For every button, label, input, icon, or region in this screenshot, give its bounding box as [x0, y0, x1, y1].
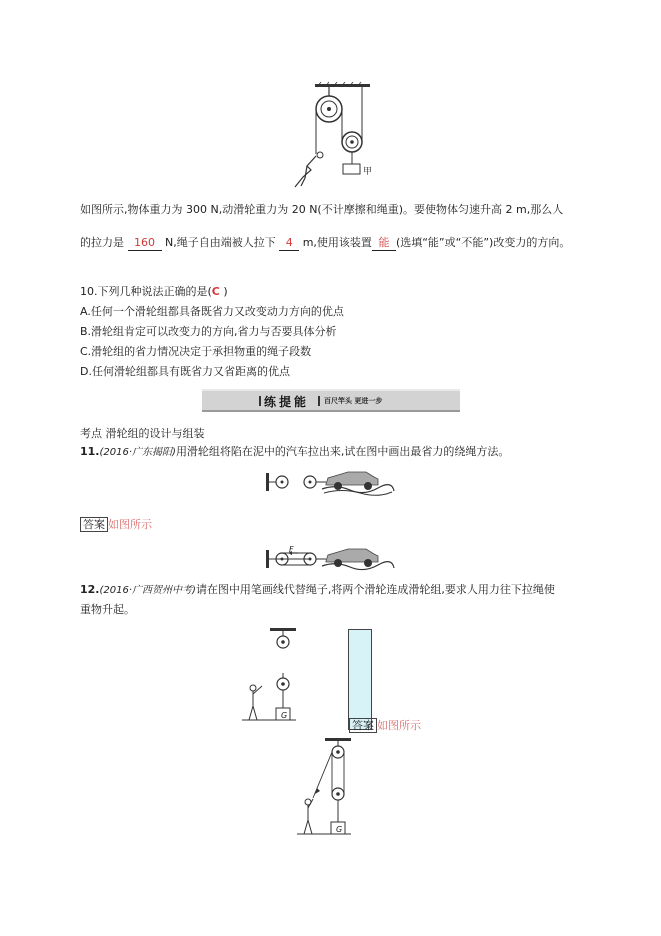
q12-source: (2016·广西贺州中考) [99, 585, 196, 596]
q12-answer-text: 如图所示 [377, 719, 421, 732]
weight-label-question: G [281, 711, 288, 720]
q12-answer-label: 答案 [349, 718, 377, 733]
q9-line2-mid2: m,使用该装置 [299, 236, 372, 249]
q12-answer-row [349, 714, 421, 733]
q12-number: 12. [80, 583, 100, 596]
pulley-question-figure [238, 628, 308, 724]
q10-stem-prefix: 10.下列几种说法正确的是( [80, 285, 212, 298]
q10-stem-suffix: ) [219, 285, 228, 298]
banner-title: 练提能 [264, 395, 310, 409]
banner-subtitle: 百尺竿头 更进一步 [324, 397, 383, 405]
q9-line2 [80, 236, 570, 251]
q9-blank-direction: 能 [372, 236, 396, 251]
q12-text-line1: 请在图中用笔画线代替绳子,将两个滑轮连成滑轮组,要求人用力往下拉绳使 [195, 583, 555, 596]
q11-stem [80, 445, 509, 460]
section-heading: 考点 滑轮组的设计与组装 [80, 427, 205, 440]
q11-source: (2016·广东揭阳) [99, 447, 176, 458]
weight-label-answer: G [336, 825, 343, 834]
q10-option-c: C.滑轮组的省力情况决定于承担物重的绳子段数 [80, 345, 312, 358]
q9-line1: 如图所示,物体重力为 300 N,动滑轮重力为 20 N(不计摩擦和绳重)。要使物体匀速升高 2 m,那么人 [80, 203, 564, 216]
car-in-mud-figure [266, 469, 396, 495]
q9-line2-prefix: 的拉力是 [80, 236, 128, 249]
q9-blank-force: 160 [128, 236, 162, 251]
q11-text: 用滑轮组将陷在泥中的汽车拉出来,试在图中画出最省力的绕绳方法。 [175, 445, 510, 458]
car-answer-figure [266, 544, 396, 572]
q10-stem [80, 285, 228, 299]
q11-answer-label: 答案 [80, 517, 108, 532]
force-label: F [289, 545, 294, 554]
q10-option-a: A.任何一个滑轮组都具备既省力又改变动力方向的优点 [80, 305, 344, 318]
q9-blank-distance: 4 [279, 236, 299, 251]
q10-option-d: D.任何滑轮组都具有既省力又省距离的优点 [80, 365, 290, 378]
figure-label-jia: 甲 [363, 167, 373, 177]
section-banner [202, 389, 460, 412]
q9-line2-suffix: (选填“能”或“不能”)改变力的方向。 [395, 236, 571, 249]
q12-stem-line1 [80, 583, 555, 598]
q11-number: 11. [80, 445, 100, 458]
pulley-answer-figure [293, 738, 363, 838]
q11-answer-row [80, 513, 152, 532]
q10-answer: C [211, 285, 220, 298]
q12-stem-line2: 重物升起。 [80, 603, 135, 616]
banner-divider-left [259, 396, 261, 406]
q9-line2-mid1: N,绳子自由端被人拉下 [161, 236, 280, 249]
banner-divider-right [318, 396, 320, 406]
q10-option-b: B.滑轮组肯定可以改变力的方向,省力与否要具体分析 [80, 325, 337, 338]
q11-answer-text: 如图所示 [108, 518, 152, 531]
